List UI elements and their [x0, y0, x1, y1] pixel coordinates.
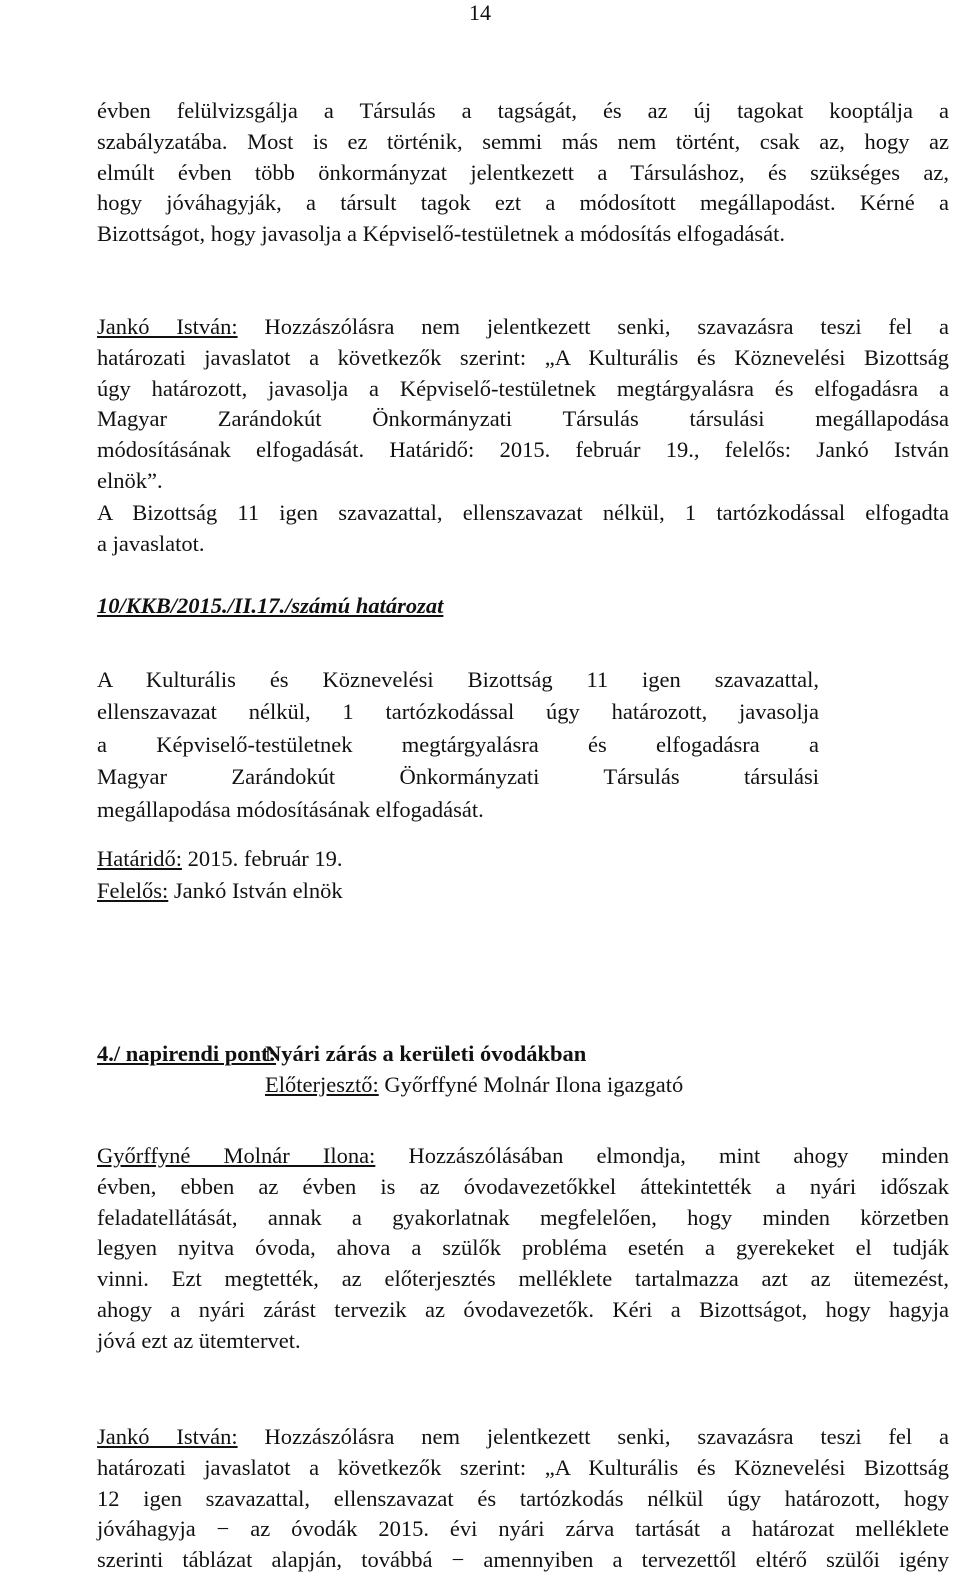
text-line: határozati javaslatot a következők szerint: „A Kulturális és Köznevelési Bizottság [97, 344, 949, 370]
text-line: jóváhagyja − az óvodák 2015. évi nyári zárva tartását a határozat melléklete [97, 1516, 949, 1542]
deadline-label: Határidő: [97, 846, 182, 871]
page-number: 14 [469, 0, 491, 25]
text-line: feladatellátását, annak a gyakorlatnak megfelelően, hogy minden körzetben [97, 1204, 949, 1230]
text-line: Magyar Zarándokút Önkormányzati Társulás társulási megállapodása [97, 406, 949, 432]
text-run: Hozzászólásában elmondja, mint ahogy minden [375, 1143, 950, 1168]
text-line: évben, ebben az évben is az óvodavezetőkkel áttekintették a nyári időszak [97, 1173, 949, 1199]
text-line: vinni. Ezt megtették, az előterjesztés melléklete tartalmazza azt az ütemezést, [97, 1266, 949, 1292]
deadline-line [97, 843, 819, 875]
text-line: módosításának elfogadását. Határidő: 2015. február 19., felelős: Jankó István [97, 437, 949, 463]
presenter-label: Előterjesztő: [265, 1071, 379, 1097]
text-line: úgy határozott, javasolja a Képviselő-testületnek megtárgyalásra és elfogadásra a [97, 375, 949, 401]
text-line: a Képviselő-testületnek megtárgyalásra és elfogadásra a [97, 731, 819, 757]
presenter-value: Győrffyné Molnár Ilona igazgató [378, 1071, 684, 1097]
agenda-label: 4./ napirendi pont: [97, 1041, 277, 1066]
paragraph-intro [97, 96, 949, 250]
text-run: Hozzászólásra nem jelentkezett senki, szavazásra teszi fel a [237, 314, 950, 339]
text-line: megállapodása módosításának elfogadását. [97, 796, 484, 822]
text-line: jóvá ezt az ütemtervet. [97, 1327, 301, 1353]
text-line: határozati javaslatot a következők szerint: „A Kulturális és Köznevelési Bizottság [97, 1454, 949, 1480]
text-run: Hozzászólásra nem jelentkezett senki, szavazásra teszi fel a [237, 1424, 950, 1449]
text-line: ellenszavazat nélkül, 1 tartózkodással úgy határozott, javasolja [97, 699, 819, 725]
speaker-name: Győrffyné Molnár Ilona: [97, 1143, 376, 1168]
text-line [97, 312, 949, 343]
speaker-name: Jankó István: [97, 314, 238, 339]
resolution-meta [97, 843, 819, 908]
text-line: szabályzatába. Most is ez történik, semmi más nem történt, csak az, hogy az [97, 128, 949, 154]
text-line: A Kulturális és Köznevelési Bizottság 11 igen szavazattal, [97, 667, 819, 692]
text-line [97, 1141, 949, 1172]
resolution-title-text: 10/KKB/2015./II.17./számú határozat [97, 593, 444, 618]
text-line: hogy jóváhagyják, a társult tagok ezt a módosított megállapodást. Kérné a [97, 190, 949, 216]
resolution-body [97, 664, 819, 826]
resolution-title [97, 591, 949, 622]
paragraph-vote-proposal [97, 312, 949, 497]
agenda-item [97, 1039, 949, 1101]
text-line: szerinti táblázat alapján, továbbá − amennyiben a tervezettől eltérő szülői igény [97, 1547, 949, 1573]
text-line: A Bizottság 11 igen szavazattal, ellenszavazat nélkül, 1 tartózkodással elfogadta [97, 500, 949, 525]
paragraph-vote-proposal-2 [97, 1422, 949, 1576]
agenda-title: Nyári zárás a kerületi óvodákban [265, 1041, 587, 1066]
paragraph-vote-result [97, 498, 949, 560]
text-line: Magyar Zarándokút Önkormányzati Társulás társulási [97, 764, 819, 790]
responsible-value: Jankó István elnök [168, 878, 343, 904]
text-line: ahogy a nyári zárást tervezik az óvodavezetők. Kéri a Bizottságot, hogy hagyja [97, 1296, 949, 1322]
text-line: évben felülvizsgálja a Társulás a tagságát, és az új tagokat kooptálja a [97, 98, 949, 123]
text-line: elmúlt évben több önkormányzat jelentkezett a Társuláshoz, és szükséges az, [97, 159, 949, 185]
deadline-value: 2015. február 19. [181, 846, 343, 871]
responsible-label: Felelős: [97, 878, 169, 904]
text-line: a javaslatot. [97, 530, 205, 556]
agenda-header [97, 1039, 949, 1070]
presenter-line [97, 1070, 949, 1101]
text-line: Bizottságot, hogy javasolja a Képviselő-testületnek a módosítás elfogadását. [97, 221, 785, 247]
speaker-name: Jankó István: [97, 1424, 238, 1449]
paragraph-presentation [97, 1141, 949, 1357]
text-line [97, 1422, 949, 1453]
text-line: legyen nyitva óvoda, ahova a szülők probléma esetén a gyerekeket el tudják [97, 1235, 949, 1261]
text-line: 12 igen szavazattal, ellenszavazat és tartózkodás nélkül úgy határozott, hogy [97, 1485, 949, 1511]
responsible-line [97, 875, 819, 907]
text-line: elnök”. [97, 467, 163, 493]
